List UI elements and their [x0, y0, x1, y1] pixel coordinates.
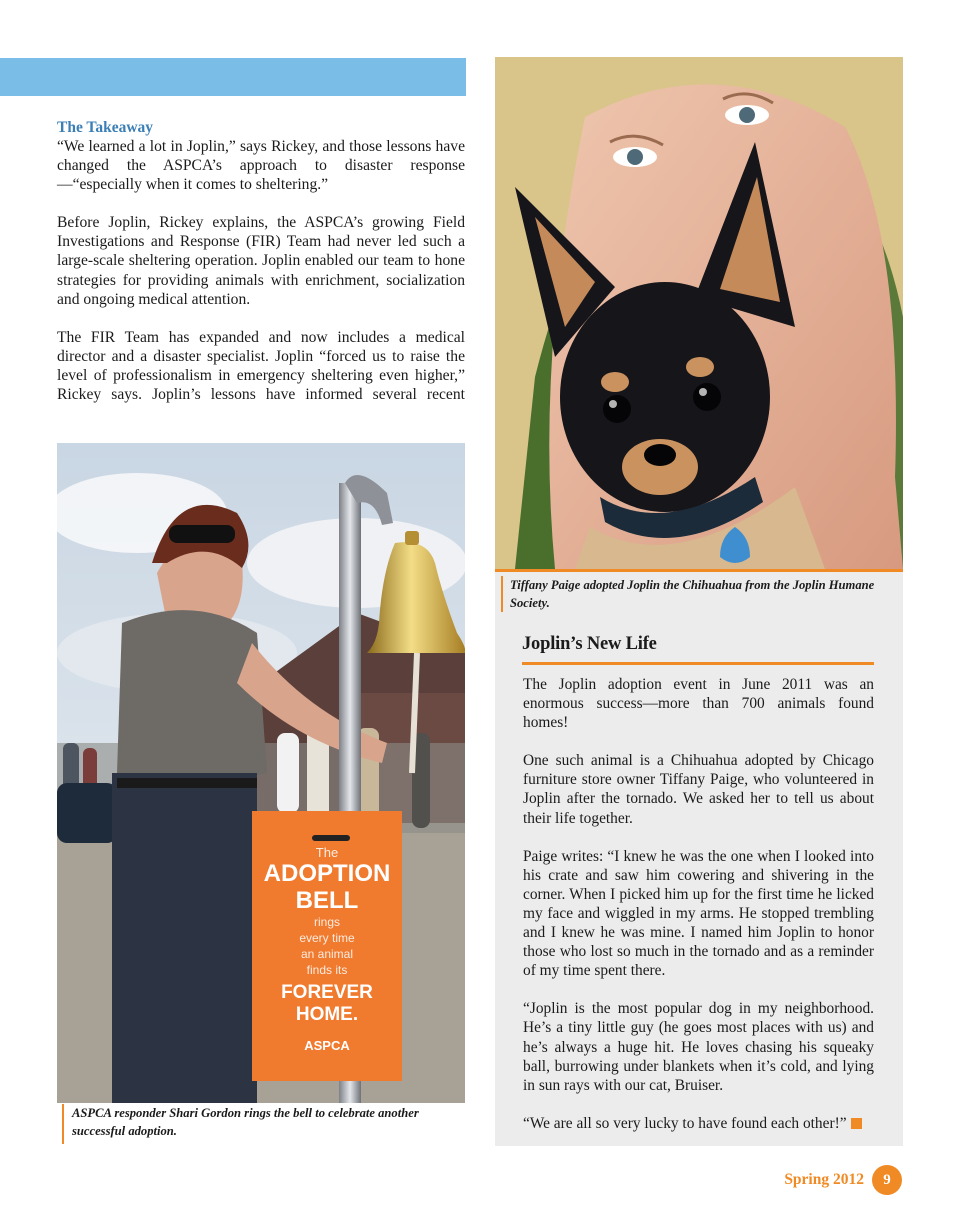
- sign-line: ADOPTION: [263, 860, 391, 887]
- article-paragraph-3: The FIR Team has expanded and now includes a medical director and a disaster specialist. Joplin “forced us to raise the level of professionalism in emergency sheltering even higher,” Rickey says. Joplin’s lessons have informed several recent: [57, 328, 465, 404]
- sign-line: an animal: [300, 947, 354, 961]
- sidebar-body: [523, 675, 874, 1133]
- caption-text: ASPCA responder Shari Gordon rings the bell to celebrate another successful adoption.: [72, 1106, 419, 1138]
- page-number-badge: 9: [872, 1165, 902, 1195]
- section-heading: The Takeaway: [57, 119, 154, 136]
- caption-text: Tiffany Paige adopted Joplin the Chihuahua from the Joplin Humane Society.: [510, 578, 875, 610]
- sign-line: every time: [299, 931, 355, 945]
- dog-photo-caption: [501, 576, 905, 612]
- closing-quote: “We are all so very lucky to have found each other!”: [523, 1114, 847, 1132]
- chihuahua-photo: [495, 57, 903, 569]
- sign-line: FOREVER: [281, 982, 373, 1003]
- bell-photo-caption: [62, 1104, 467, 1144]
- sidebar-title: Joplin’s New Life: [522, 632, 874, 665]
- sidebar-paragraph-2: One such animal is a Chihuahua adopted by Chicago furniture store owner Tiffany Paige, who volunteered in Joplin after the tornado. We asked her to tell us about their life together.: [523, 752, 874, 827]
- sign-line: BELL: [295, 887, 359, 914]
- header-color-band: [0, 58, 466, 96]
- end-of-article-mark: [851, 1118, 862, 1129]
- sidebar-paragraph-3: Paige writes: “I knew he was the one when I looked into his crate and saw him cowering and shivering in the corner. When I picked him up for the first time he licked my face and wiggled in my arms. He stopped trembling and I knew he was mine. I named him Joplin to honor those who lost so much in the tornado and as a reminder of my time spent there.: [523, 847, 874, 980]
- article-paragraph-1: “We learned a lot in Joplin,” says Rickey, and those lessons have changed the ASPCA’s approach to disaster response—“especially when it comes to sheltering.”: [57, 138, 465, 194]
- adoption-bell-photo: [57, 443, 465, 1103]
- sign-line: The: [315, 845, 339, 860]
- takeaway-article: [57, 118, 465, 404]
- article-paragraph-2: Before Joplin, Rickey explains, the ASPCA’s growing Field Investigations and Response (FIR) Team had never led such a large-scale sheltering operation. Joplin enabled our team to hone strategies for providing animals with enrichment, socialization and ongoing medical attention.: [57, 214, 465, 308]
- sign-line: finds its: [306, 963, 348, 977]
- sign-line: ASPCA: [304, 1038, 350, 1053]
- sidebar-paragraph-1: The Joplin adoption event in June 2011 was an enormous success—more than 700 animals found homes!: [523, 676, 874, 732]
- page-footer: [784, 1165, 902, 1195]
- sidebar-paragraph-5: [523, 1114, 874, 1133]
- sidebar-panel: [495, 569, 903, 1146]
- adoption-bell-sign: [252, 835, 402, 1053]
- sign-line: HOME.: [295, 1004, 359, 1025]
- sidebar-paragraph-4: “Joplin is the most popular dog in my neighborhood. He’s a tiny little guy (he goes most places with us) and he’s always a huge hit. He loves chasing his squeaky ball, burrowing under blankets when it’s cold, and lying in sun rays with our cat, Bruiser.: [523, 1000, 874, 1094]
- sign-line: rings: [313, 915, 340, 929]
- issue-label: Spring 2012: [784, 1171, 864, 1188]
